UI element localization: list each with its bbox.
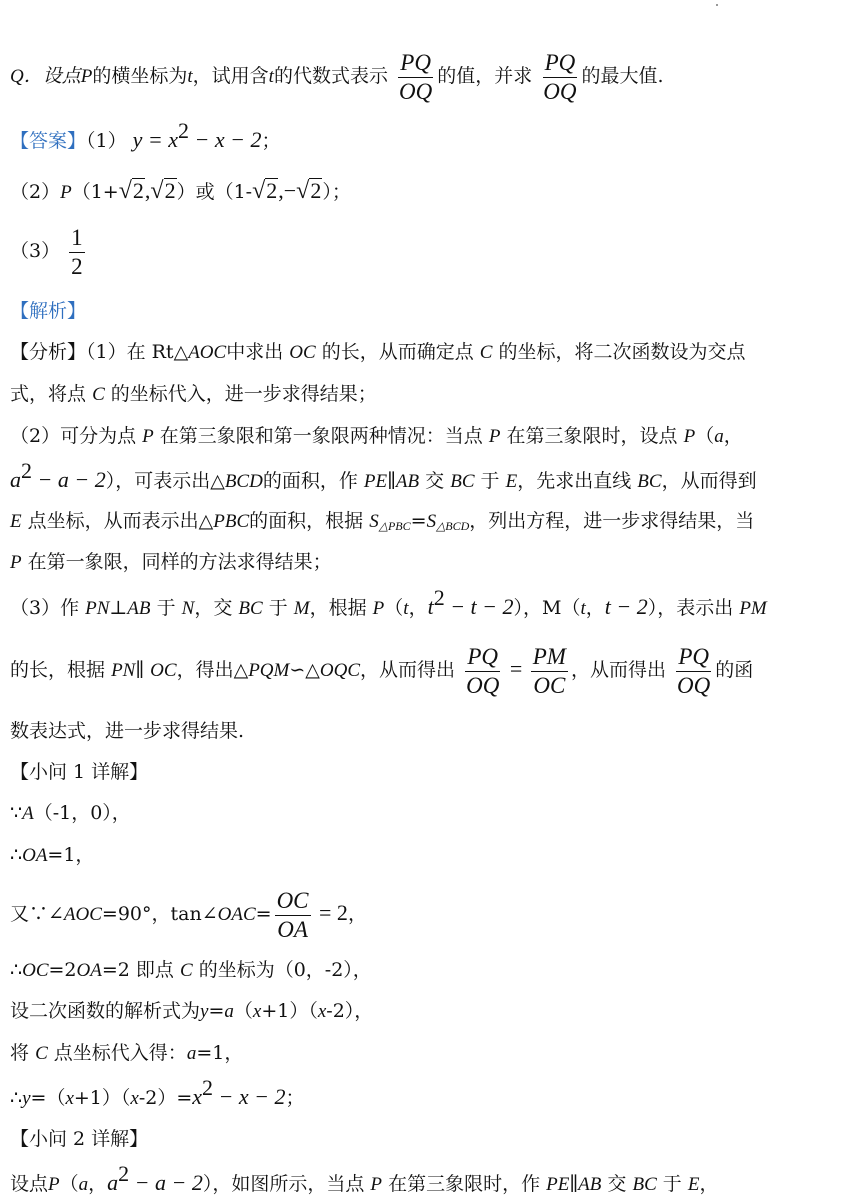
- text: =2: [48, 959, 77, 981]
- math-var: a: [224, 1001, 234, 1022]
- equals: =: [504, 656, 528, 681]
- detail-1-step-6: [10, 1040, 837, 1067]
- text: 于: [480, 470, 500, 492]
- math-var: a: [186, 1043, 197, 1064]
- text: 设二次函数的解析式为: [10, 1000, 201, 1022]
- math-var: x: [65, 1088, 74, 1109]
- text: ），M（: [513, 597, 581, 619]
- radicand: 2: [164, 178, 176, 203]
- text: △: [305, 659, 320, 681]
- text: +1）（: [261, 1000, 318, 1022]
- text: 数表达式，进一步求得结果.: [10, 720, 245, 742]
- math-sub: △BCD: [436, 519, 470, 533]
- math-expr: − a − 2: [32, 467, 106, 492]
- math-var: a: [107, 1170, 119, 1195]
- fraction-oc-oa: [275, 887, 311, 944]
- radical-icon: √: [118, 178, 132, 204]
- math-var: PE: [363, 471, 388, 492]
- text: 的函: [715, 659, 754, 681]
- text: （3）作: [10, 597, 80, 619]
- sqrt-2: [252, 178, 278, 204]
- fraction-denominator: OQ: [399, 78, 433, 104]
- text: 将: [10, 1042, 30, 1064]
- q-text: ，试用含: [192, 65, 269, 87]
- text: ，: [88, 1173, 108, 1195]
- fraction-denominator: OC: [533, 672, 566, 698]
- fraction-one-half: [69, 224, 85, 281]
- text: =2 即点: [101, 959, 174, 981]
- text: 中求出: [226, 341, 284, 363]
- math-var: t: [580, 598, 586, 619]
- math-var: AB: [127, 598, 151, 619]
- math-var: OA: [22, 845, 48, 866]
- perp-symbol: ⊥: [109, 597, 128, 619]
- punct: ,−: [278, 178, 297, 203]
- sqrt-2: [150, 178, 176, 204]
- text: 于: [268, 597, 288, 619]
- punct: ，: [347, 903, 367, 925]
- fraction-pq-oq: [541, 49, 578, 106]
- text: ，: [585, 597, 605, 619]
- math-var: PM: [739, 598, 767, 619]
- math-sup: 2: [202, 1075, 214, 1100]
- analysis-line-8: [10, 638, 837, 700]
- text: 在第三象限时，设点: [506, 425, 678, 447]
- fraction-denominator: OQ: [677, 672, 711, 698]
- text: （-1，0），: [33, 802, 131, 824]
- text: 交: [607, 1173, 627, 1195]
- math-expr: − x − 2: [189, 127, 262, 152]
- text: 交: [425, 470, 445, 492]
- text: =1，: [196, 1042, 244, 1064]
- fraction-numerator: PQ: [465, 643, 500, 672]
- analysis-line-5: [10, 508, 837, 535]
- text: ，先求出直线: [517, 470, 632, 492]
- text: ，: [699, 1173, 719, 1195]
- analysis-tag: 【解析】: [10, 300, 87, 322]
- answer-1-line: [10, 118, 837, 154]
- math-var: OAC: [217, 904, 256, 925]
- punct: ；: [261, 130, 281, 152]
- text: =90°，tan∠: [101, 903, 218, 925]
- math-var: E: [10, 511, 22, 532]
- math-var: N: [181, 598, 195, 619]
- math-var: BC: [238, 598, 263, 619]
- math-var: OA: [76, 960, 102, 981]
- math-var: y: [132, 127, 143, 152]
- math-var: PE: [546, 1174, 570, 1195]
- text: 于: [156, 597, 176, 619]
- math-sub: △PBC: [378, 519, 411, 533]
- q-var-t: t: [187, 66, 193, 87]
- text: =1，: [47, 844, 95, 866]
- math-sup: 2: [21, 458, 32, 483]
- sqrt-2: [296, 178, 322, 204]
- fraction-numerator: PQ: [398, 49, 433, 78]
- math-var: AOC: [63, 904, 102, 925]
- math-var: P: [372, 598, 385, 619]
- analysis-line-3: [10, 423, 837, 450]
- fraction-denominator: OQ: [543, 78, 577, 104]
- math-var: AB: [395, 471, 420, 492]
- analysis-line-9: [10, 718, 837, 744]
- radical-icon: √: [296, 178, 310, 204]
- math-var: y: [22, 1088, 31, 1109]
- math-var: a: [10, 467, 21, 492]
- text: 的坐标为（0，-2），: [198, 959, 372, 981]
- math-var: P: [10, 552, 22, 573]
- text: ），表示出: [647, 597, 734, 619]
- text: 的坐标，将二次函数设为交点: [498, 341, 746, 363]
- detail-1-step-7: [10, 1075, 837, 1114]
- math-var: a: [714, 426, 724, 447]
- math-var: C: [479, 342, 493, 363]
- math-var: x: [192, 1084, 203, 1109]
- math-var: AB: [578, 1174, 602, 1195]
- q-var-p: P: [80, 66, 93, 87]
- detail-1-step-2: [10, 842, 837, 869]
- math-var: BC: [632, 1174, 657, 1195]
- stray-dot: [716, 4, 718, 6]
- math-var: OQC: [319, 660, 361, 681]
- text: （: [233, 1000, 253, 1022]
- analysis-line-1: [10, 339, 837, 366]
- fraction-pm-oc: [531, 643, 568, 700]
- punct: ；: [285, 1087, 305, 1109]
- punct: ,: [144, 178, 151, 203]
- radicand: 2: [132, 178, 144, 203]
- math-var: C: [35, 1043, 48, 1064]
- punct: ）；: [322, 181, 351, 203]
- text: +1）（: [73, 1087, 131, 1109]
- math-var: x: [130, 1088, 139, 1109]
- math-var: PQM: [248, 660, 290, 681]
- sqrt-2: [119, 178, 145, 204]
- math-var: t: [427, 594, 434, 619]
- question-line: [10, 48, 837, 104]
- math-var: BCD: [224, 471, 263, 492]
- text: 的面积，根据: [249, 510, 364, 532]
- text: 在第三象限和第一象限两种情况：当点: [159, 425, 483, 447]
- text: ，从而得出: [360, 659, 456, 681]
- fraction-numerator: PM: [531, 643, 568, 672]
- detail-1-step-3: [10, 882, 837, 944]
- math-expr: − t − 2: [444, 594, 514, 619]
- radical-icon: √: [252, 178, 266, 204]
- fraction-denominator: OQ: [466, 672, 500, 698]
- parallel-symbol: ∥: [569, 1173, 579, 1195]
- answer-tag: 【答案】: [10, 130, 87, 152]
- math-var: E: [505, 471, 518, 492]
- math-expr: − x − 2: [213, 1084, 286, 1109]
- text: ，从而得到: [661, 470, 757, 492]
- fraction-denominator: 2: [71, 253, 83, 279]
- text: 在第一象限，同样的方法求得结果；: [27, 551, 332, 573]
- therefore-symbol: ∴: [10, 1087, 23, 1109]
- text: -2）=: [138, 1087, 193, 1109]
- radicand: 2: [266, 178, 278, 203]
- math-sup: 2: [118, 1161, 130, 1186]
- q-text: Q．设点: [10, 66, 81, 87]
- math-var: C: [179, 960, 193, 981]
- q-text: 的最大值.: [581, 65, 664, 87]
- analysis-line-6: [10, 549, 837, 576]
- text: =: [255, 903, 272, 925]
- text: （: [59, 1173, 79, 1195]
- math-var: OC: [22, 960, 49, 981]
- text: 在第三象限时，作: [388, 1173, 541, 1195]
- math-var: S: [426, 511, 437, 532]
- text: 点坐标，从而表示出△: [27, 510, 214, 532]
- detail-1-step-4: [10, 957, 837, 984]
- answer-label: （3）: [10, 240, 61, 262]
- fraction-numerator: 1: [69, 224, 85, 253]
- math-expr: t − 2: [604, 594, 648, 619]
- text: 的长，从而确定点: [321, 341, 474, 363]
- parallel-symbol: ∥: [387, 470, 396, 492]
- radicand: 2: [310, 178, 322, 203]
- text: ），如图所示，当点: [202, 1173, 365, 1195]
- math-var: P: [48, 1174, 60, 1195]
- math-var: AOC: [188, 342, 227, 363]
- math-var: P: [488, 426, 501, 447]
- analysis-line-4: [10, 458, 837, 497]
- detail-1-step-5: [10, 998, 837, 1025]
- detail-2-step-1: [10, 1161, 837, 1200]
- math-var: x: [317, 1001, 327, 1022]
- detail-1-step-1: [10, 800, 837, 827]
- q-text: 的代数式表示: [273, 65, 388, 87]
- fraction-denominator: OA: [277, 916, 308, 942]
- analysis-tag-line: [10, 298, 837, 324]
- therefore-symbol: ∴: [10, 959, 23, 981]
- answer-label: （2）: [10, 181, 61, 203]
- section-title: 【小问 2 详解】: [10, 1128, 149, 1150]
- math-var: A: [22, 803, 34, 824]
- text: ，: [723, 425, 743, 447]
- fraction-numerator: PQ: [543, 49, 578, 78]
- therefore-symbol: ∴: [10, 844, 23, 866]
- math-var: a: [78, 1174, 89, 1195]
- text: =: [410, 510, 427, 532]
- text: ），可表示出△: [105, 470, 225, 492]
- text: 又∵∠: [10, 903, 64, 925]
- math-var: PN: [85, 598, 110, 619]
- math-expr: − a − 2: [129, 1170, 203, 1195]
- fraction-numerator: OC: [275, 887, 311, 916]
- math-var: x: [252, 1001, 262, 1022]
- math-expr: = x: [142, 127, 179, 152]
- text: ，交: [194, 597, 233, 619]
- math-var: PN: [111, 660, 136, 681]
- section-title: 【小问 1 详解】: [10, 761, 149, 783]
- math-var: OC: [289, 342, 316, 363]
- parallel-symbol: ∥: [135, 659, 145, 681]
- text: （: [695, 425, 715, 447]
- math-var: P: [142, 426, 154, 447]
- math-var: M: [293, 598, 310, 619]
- math-var: P: [370, 1174, 383, 1195]
- math-var: OC: [150, 660, 177, 681]
- because-symbol: ∵: [10, 802, 23, 824]
- text: ，根据: [309, 597, 367, 619]
- math-var: E: [687, 1174, 700, 1195]
- q-text: 的值，并求: [437, 65, 533, 87]
- math-var: C: [92, 384, 105, 405]
- analysis-line-2: [10, 381, 837, 408]
- text: =（: [30, 1087, 66, 1109]
- text: （1+: [71, 181, 119, 203]
- text: ，列出方程，进一步求得结果，当: [469, 510, 755, 532]
- math-var: P: [683, 426, 696, 447]
- text: 式，将点: [10, 383, 87, 405]
- text: ，从而得出: [570, 659, 666, 681]
- detail-1-title: [10, 759, 837, 785]
- fraction-pq-oq: [675, 643, 712, 700]
- text: （2）可分为点: [10, 425, 137, 447]
- text: 设点: [10, 1173, 49, 1195]
- text: -2），: [326, 1000, 374, 1022]
- math-var: PBC: [213, 511, 250, 532]
- text: 于: [662, 1173, 682, 1195]
- text: 【分析】（1）在 Rt△: [10, 341, 189, 363]
- text: 的坐标代入，进一步求得结果；: [110, 383, 377, 405]
- answer-3-line: [10, 222, 837, 280]
- text: 的长，根据: [10, 659, 106, 681]
- text: （: [384, 597, 404, 619]
- math-var: P: [60, 182, 72, 203]
- analysis-line-7: [10, 585, 837, 624]
- math-sup: 2: [433, 585, 445, 610]
- text: ）或（1-: [176, 181, 253, 203]
- math-sup: 2: [178, 118, 190, 143]
- text: 点坐标代入得：: [53, 1042, 187, 1064]
- radical-icon: √: [150, 178, 164, 204]
- math-var: S: [369, 511, 379, 532]
- math-expr: = 2: [313, 900, 348, 925]
- fraction-pq-oq: [464, 643, 501, 700]
- math-var: y: [200, 1001, 209, 1022]
- answer-2-line: [10, 176, 837, 208]
- q-text: 的横坐标为: [92, 65, 188, 87]
- detail-2-title: [10, 1126, 837, 1152]
- math-var: BC: [450, 471, 475, 492]
- answer-label: （1）: [86, 130, 127, 152]
- similar-symbol: ∽: [289, 659, 306, 681]
- fraction-numerator: PQ: [676, 643, 711, 672]
- math-var: t: [403, 598, 409, 619]
- text: ，: [408, 597, 428, 619]
- fraction-pq-oq: [397, 49, 434, 106]
- text: 的面积，作: [262, 470, 358, 492]
- q-var-t: t: [268, 66, 274, 87]
- math-var: BC: [637, 471, 662, 492]
- text: ，得出△: [176, 659, 249, 681]
- text: =: [208, 1000, 225, 1022]
